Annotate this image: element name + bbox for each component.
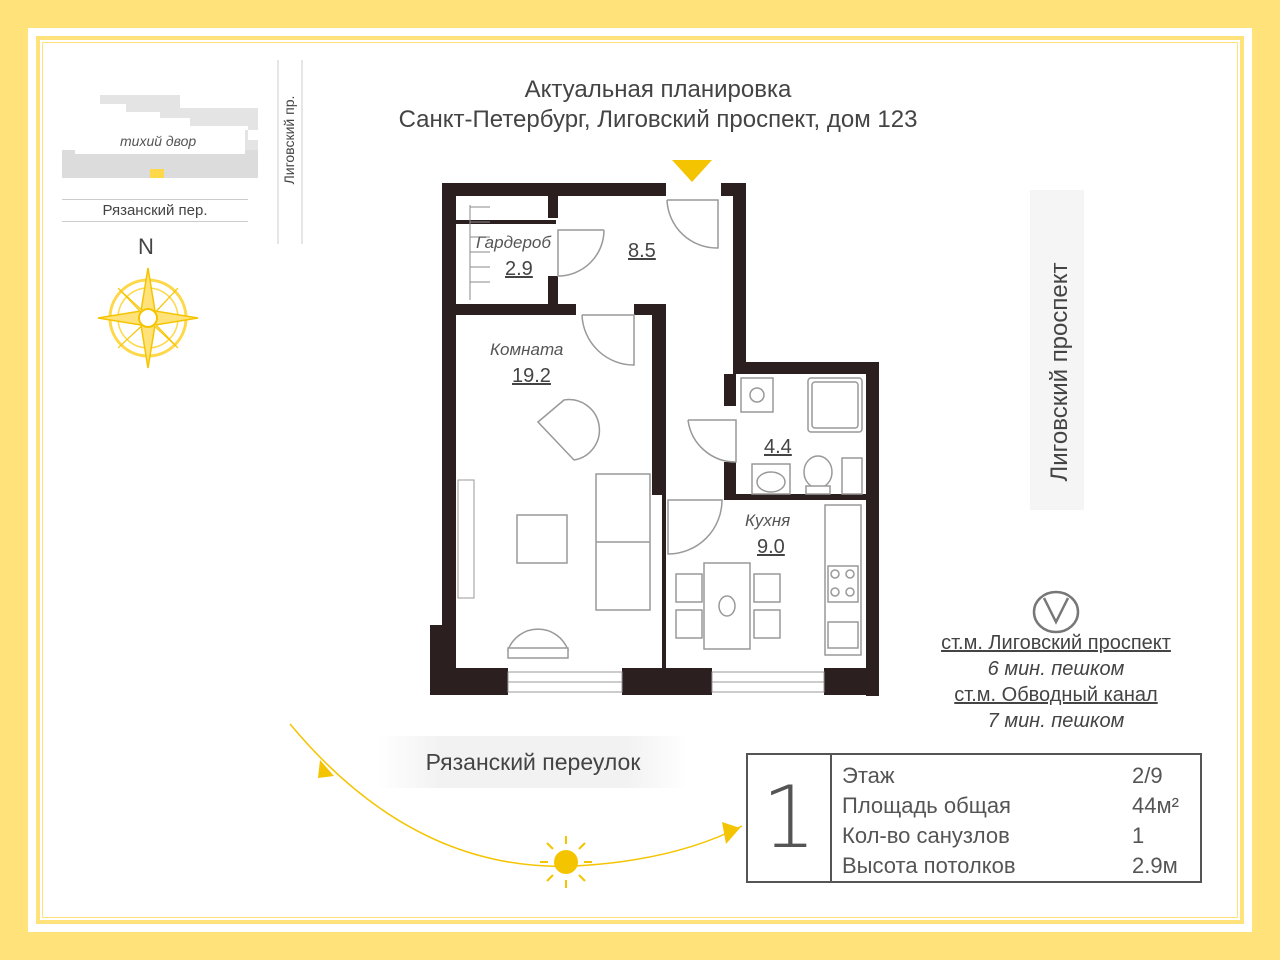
info-value: 1 <box>1132 823 1145 848</box>
metro-station-2: ст.м. Обводный канал <box>954 684 1158 706</box>
room-name-wardrobe: Гардероб <box>476 233 551 252</box>
info-label: Площадь общая <box>842 793 1011 818</box>
room-area-bathroom: 4.4 <box>764 436 792 458</box>
entrance-arrow-icon <box>672 160 712 182</box>
watermark: Домклик <box>64 880 186 911</box>
info-divider <box>830 755 832 881</box>
info-value: 44м² <box>1132 793 1179 818</box>
compass-rose-icon <box>98 268 198 368</box>
metro-station-1: ст.м. Лиговский проспект <box>941 632 1171 654</box>
bathroom-fixtures <box>741 378 862 494</box>
room-furniture <box>508 400 650 658</box>
room-area-kitchen: 9.0 <box>757 536 785 558</box>
info-label: Кол-во санузлов <box>842 823 1010 848</box>
info-row-area <box>842 791 1198 821</box>
map-yard-label: тихий двор <box>120 133 197 149</box>
map-street-vertical: Лиговский пр. <box>281 95 297 185</box>
info-value: 2.9м <box>1132 853 1178 878</box>
street-label-ligovsky: Лиговский проспект <box>1046 262 1073 482</box>
street-label-ryazansky: Рязанский переулок <box>378 736 688 788</box>
apartment-number: 1 <box>761 768 817 868</box>
info-row-bathrooms <box>842 821 1198 851</box>
apartment-info-box <box>746 753 1202 883</box>
info-row-floor <box>842 761 1198 791</box>
sun-icon <box>540 836 592 888</box>
room-area-wardrobe: 2.9 <box>505 258 533 280</box>
room-area-hall: 8.5 <box>628 240 656 262</box>
info-row-ceiling <box>842 851 1198 881</box>
metro-logo-icon <box>1034 592 1078 632</box>
plan-title: Актуальная планировка <box>524 76 792 103</box>
room-area-living: 19.2 <box>512 365 551 387</box>
compass-north-label: N <box>138 234 154 259</box>
metro-walk-2: 7 мин. пешком <box>987 710 1125 732</box>
metro-walk-1: 6 мин. пешком <box>987 658 1125 680</box>
info-value: 2/9 <box>1132 763 1163 788</box>
plan-address: Санкт-Петербург, Лиговский проспект, дом 123 <box>398 106 918 133</box>
info-label: Высота потолков <box>842 853 1016 878</box>
room-name-kitchen: Кухня <box>745 511 791 530</box>
info-label: Этаж <box>842 763 895 788</box>
map-street-horizontal: Рязанский пер. <box>62 199 248 222</box>
room-name-living: Комната <box>490 340 564 359</box>
